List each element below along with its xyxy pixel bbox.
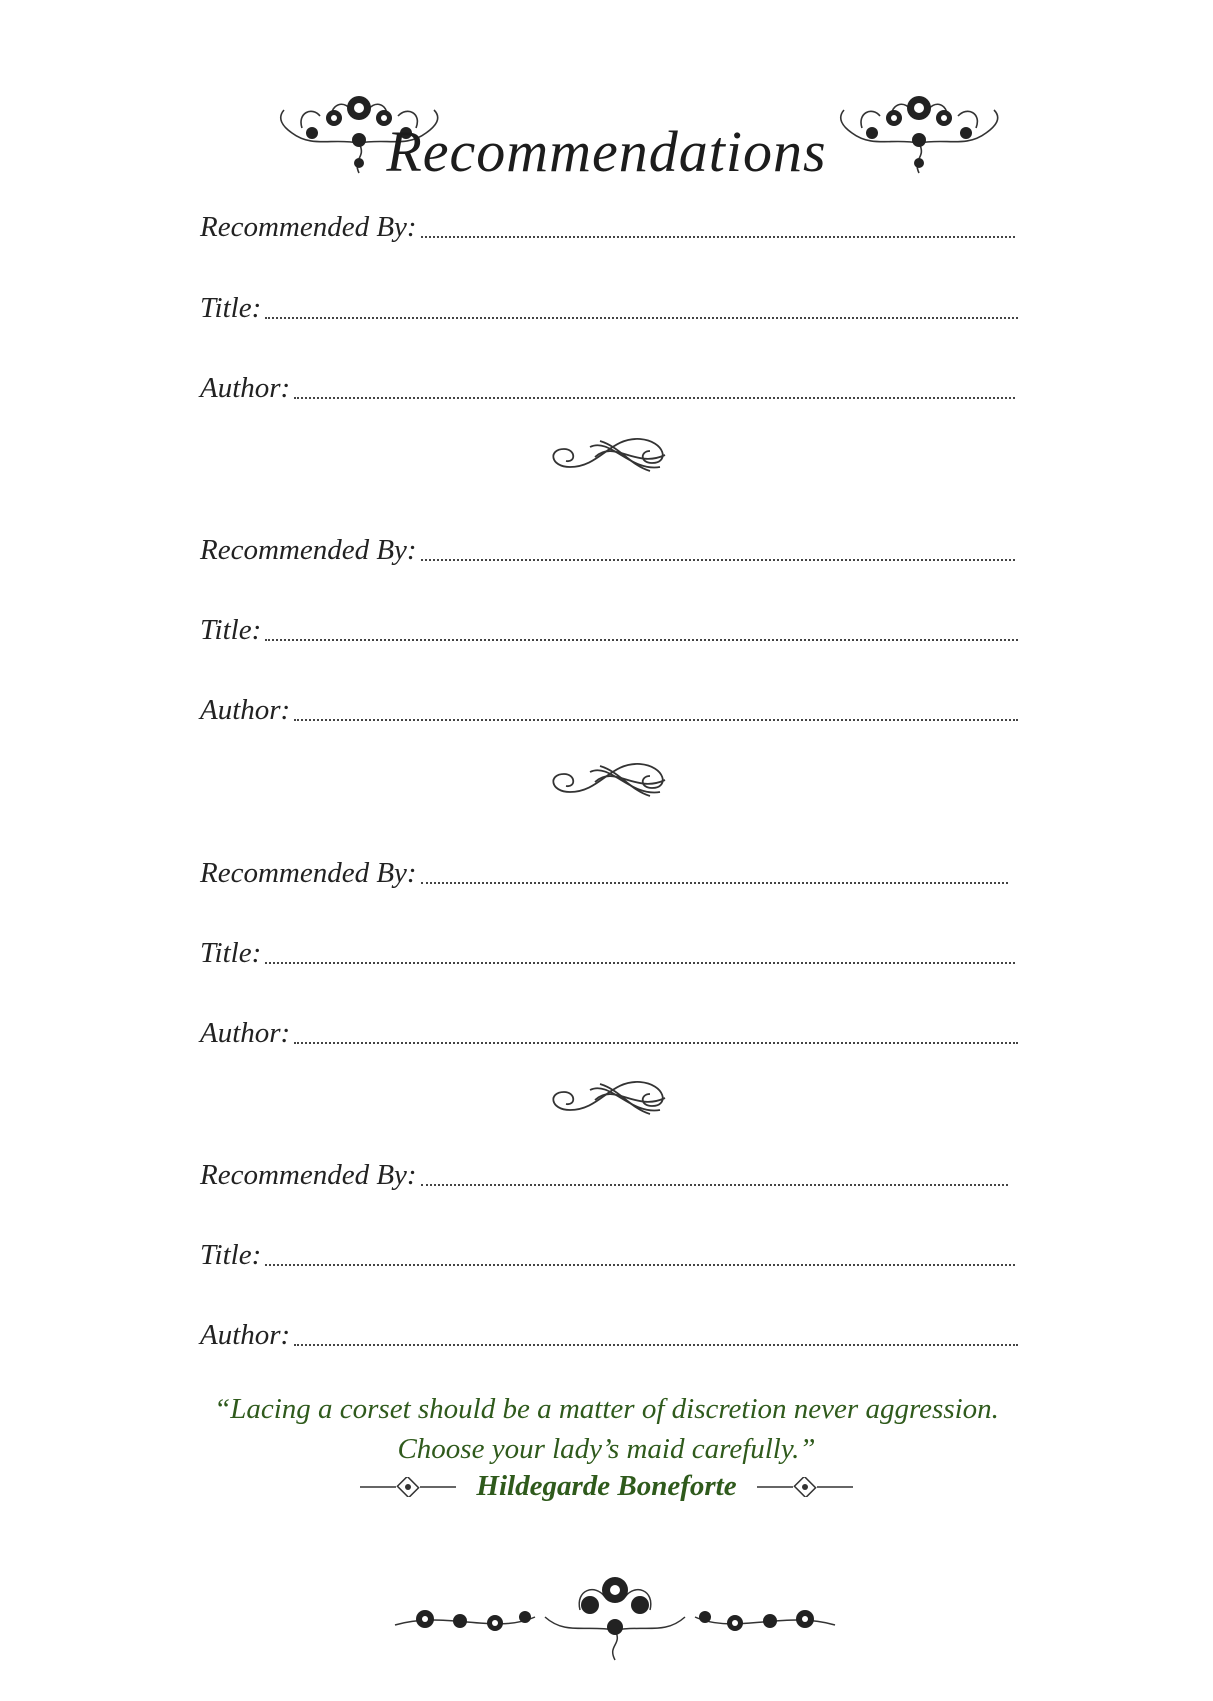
- author-field[interactable]: [200, 1310, 1018, 1350]
- recommended-by-field[interactable]: [200, 202, 1015, 242]
- title-field[interactable]: [200, 283, 1018, 323]
- writing-line: [265, 961, 1015, 964]
- flourish-swirl-icon: [540, 1070, 680, 1126]
- title-field[interactable]: [200, 605, 1018, 645]
- title-label: Title:: [200, 292, 262, 324]
- writing-line: [421, 881, 1008, 884]
- recommended-by-field[interactable]: [200, 848, 1008, 888]
- writing-line: [421, 235, 1015, 238]
- page-title: Recommendations: [386, 119, 827, 184]
- recommended-by-label: Recommended By:: [200, 534, 417, 566]
- floral-garland-icon: [385, 1555, 845, 1665]
- writing-line: [294, 1041, 1018, 1044]
- writing-line: [294, 396, 1015, 399]
- recommended-by-field[interactable]: [200, 525, 1015, 565]
- title-label: Title:: [200, 614, 262, 646]
- author-label: Author:: [200, 694, 291, 726]
- recommended-by-field[interactable]: [200, 1150, 1008, 1190]
- quote-line-2: Choose your lady’s maid carefully.”: [397, 1433, 816, 1465]
- author-label: Author:: [200, 1319, 291, 1351]
- writing-line: [294, 1343, 1018, 1346]
- writing-line: [421, 1183, 1008, 1186]
- writing-line: [265, 638, 1018, 641]
- title-field[interactable]: [200, 928, 1015, 968]
- writing-line: [265, 1263, 1015, 1266]
- author-field[interactable]: [200, 363, 1015, 403]
- title-field[interactable]: [200, 1230, 1015, 1270]
- recommended-by-label: Recommended By:: [200, 857, 417, 889]
- author-field[interactable]: [200, 685, 1018, 725]
- writing-line: [265, 316, 1018, 319]
- flourish-swirl-icon: [540, 752, 680, 808]
- quote-line-1: “Lacing a corset should be a matter of discretion never aggression.: [214, 1393, 999, 1425]
- author-field[interactable]: [200, 1008, 1018, 1048]
- title-label: Title:: [200, 937, 262, 969]
- recommended-by-label: Recommended By:: [200, 211, 417, 243]
- writing-line: [294, 718, 1018, 721]
- author-label: Author:: [200, 1017, 291, 1049]
- quote-attribution: [0, 1470, 1213, 1503]
- attribution-name: Hildegarde Boneforte: [476, 1470, 737, 1502]
- flourish-swirl-icon: [540, 427, 680, 483]
- filigree-bar-icon: [358, 1477, 458, 1497]
- filigree-bar-icon: [755, 1477, 855, 1497]
- author-label: Author:: [200, 372, 291, 404]
- title-label: Title:: [200, 1239, 262, 1271]
- writing-line: [421, 558, 1015, 561]
- recommended-by-label: Recommended By:: [200, 1159, 417, 1191]
